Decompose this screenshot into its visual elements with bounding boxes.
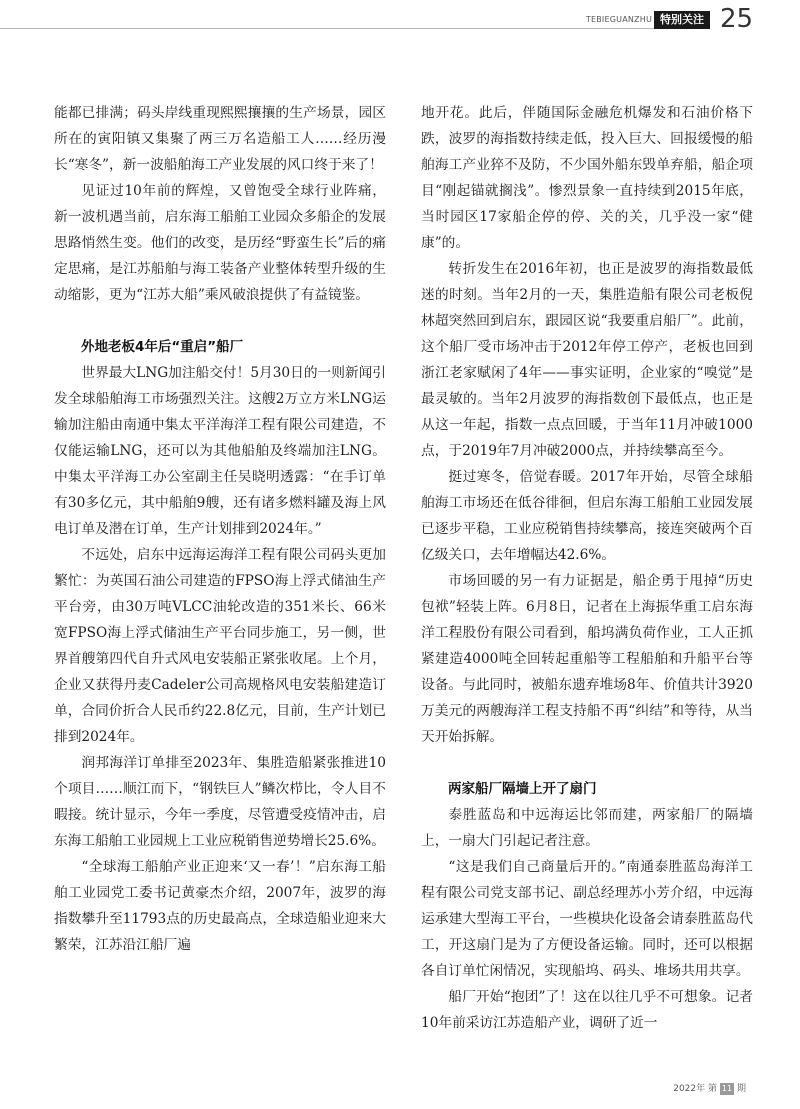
- page-number: 25: [720, 4, 754, 34]
- paragraph: 泰胜蓝岛和中远海运比邻而建，两家船厂的隔墙上，一扇大门引起记者注意。: [421, 807, 753, 849]
- page-header: [0, 0, 800, 50]
- paragraph: 转折发生在2016年初，也正是波罗的海指数最低迷的时刻。当年2月的一天，集胜造船有限公司老板倪林超突然回到启东，跟园区说“我要重启船厂”。此前，这个船厂受市场冲击于2012年停工停产，老板也回到浙江老家赋闲了4年——事实证明，企业家的“嗅觉”是最灵敏的。当年2月波罗的海指数创下最低点，也正是从这一年起，指数一点点回暖，于当年11月冲破1000点，于2019年7月冲破2000点，并持续攀高至今。: [421, 261, 753, 459]
- paragraph: “全球海工船舶产业正迎来‘又一春’！”启东海工船舶工业园党工委书记黄豪杰介绍，2007年，波罗的海指数攀升至11793点的历史最高点，全球造船业迎来大繁荣，江苏沿江船厂遍: [54, 859, 386, 953]
- paragraph: 船厂开始“抱团”了！这在以往几乎不可想象。记者10年前采访江苏造船产业，调研了近一: [421, 989, 753, 1031]
- page-footer: [673, 1082, 746, 1096]
- paragraph: 不远处，启东中远海运海洋工程有限公司码头更加繁忙：为英国石油公司建造的FPSO海上浮式储油生产平台旁，由30万吨VLCC油轮改造的351米长、66米宽FPSO海上浮式储油生产平台同步施工，另一侧，世界首艘第四代自升式风电安装船正紧张收尾。上个月，企业又获得丹麦Cadeler公司高规格风电安装船建造订单，合同价折合人民币约22.8亿元，目前，生产计划已排到2024年。: [54, 547, 386, 745]
- paragraph: 润邦海洋订单排至2023年、集胜造船紧张推进10个项目……顺江而下，“钢铁巨人”鳞次栉比，令人目不暇接。统计显示，今年一季度，尽管遭受疫情冲击，启东海工船舶工业园规上工业应税销售逆势增长25.6%。: [54, 755, 386, 849]
- right-column: [421, 100, 753, 1036]
- footer-year: 2022年 第: [673, 1084, 717, 1094]
- section-name-english: TEBIEGUANZHU: [585, 15, 652, 24]
- paragraph: 挺过寒冬，倍觉春暖。2017年开始，尽管全球船舶海工市场还在低谷徘徊，但启东海工船舶工业园发展已逐步平稳，工业应税销售持续攀高，接连突破两个百亿级关口，去年增幅达42.6%。: [421, 469, 753, 563]
- paragraph: “这是我们自己商量后开的。”南通泰胜蓝岛海洋工程有限公司党支部书记、副总经理苏小芳介绍，中远海运承建大型海工平台，一些模块化设备会请泰胜蓝岛代工，开这扇门是为了方便设备运输。同时，还可以根据各自订单忙闲情况，实现船坞、码头、堆场共用共享。: [421, 859, 753, 979]
- paragraph: 世界最大LNG加注船交付！5月30日的一则新闻引发全球船舶海工市场强烈关注。这艘2万立方米LNG运输加注船由南通中集太平洋海洋工程有限公司建造，不仅能运输LNG，还可以为其他船舶及终端加注LNG。中集太平洋海工办公室副主任吴晓明透露：“在手订单有30多亿元，其中船舶9艘，还有诸多燃料罐及海上风电订单及潜在订单，生产计划排到2024年。”: [54, 365, 386, 537]
- section-spacer: [54, 308, 386, 334]
- paragraph: 见证过10年前的辉煌，又曾饱受全球行业阵痛，新一波机遇当前，启东海工船舶工业园众多船企的发展思路悄然生变。他们的改变，是历经“野蛮生长”后的痛定思痛，是江苏船舶与海工装备产业整体转型升级的生动缩影，更为“江苏大船”乘风破浪提供了有益镜鉴。: [54, 183, 386, 303]
- left-column: [54, 100, 386, 958]
- issue-number-badge: 11: [721, 1084, 733, 1093]
- section-label: 特别关注: [654, 11, 710, 29]
- section-heading: 两家船厂隔墙上开了扇门: [448, 781, 597, 797]
- header-rule: [0, 28, 708, 29]
- section-heading: 外地老板4年后“重启”船厂: [81, 339, 244, 355]
- section-spacer: [421, 750, 753, 776]
- paragraph: 地开花。此后，伴随国际金融危机爆发和石油价格下跌，波罗的海指数持续走低，投入巨大、回报缓慢的船舶海工产业猝不及防，不少国外船东毁单弃船，船企项目“刚起锚就搁浅”。惨烈景象一直持续到2015年底，当时园区17家船企停的停、关的关，几乎没一家“健康”的。: [421, 105, 753, 251]
- footer-suffix: 期: [736, 1084, 746, 1094]
- paragraph: 市场回暖的另一有力证据是，船企勇于甩掉“历史包袱”轻装上阵。6月8日，记者在上海振华重工启东海洋工程股份有限公司看到，船坞满负荷作业，工人正抓紧建造4000吨全回转起重船等工程船舶和升船平台等设备。与此同时，被船东遗弃堆场8年、价值共计3920万美元的两艘海洋工程支持船不再“纠结”和等待，从当天开始拆解。: [421, 573, 753, 745]
- paragraph: 能都已排满；码头岸线重现熙熙攘攘的生产场景，园区所在的寅阳镇又集聚了两三万名造船工人……经历漫长“寒冬”，新一波船舶海工产业发展的风口终于来了！: [54, 105, 386, 173]
